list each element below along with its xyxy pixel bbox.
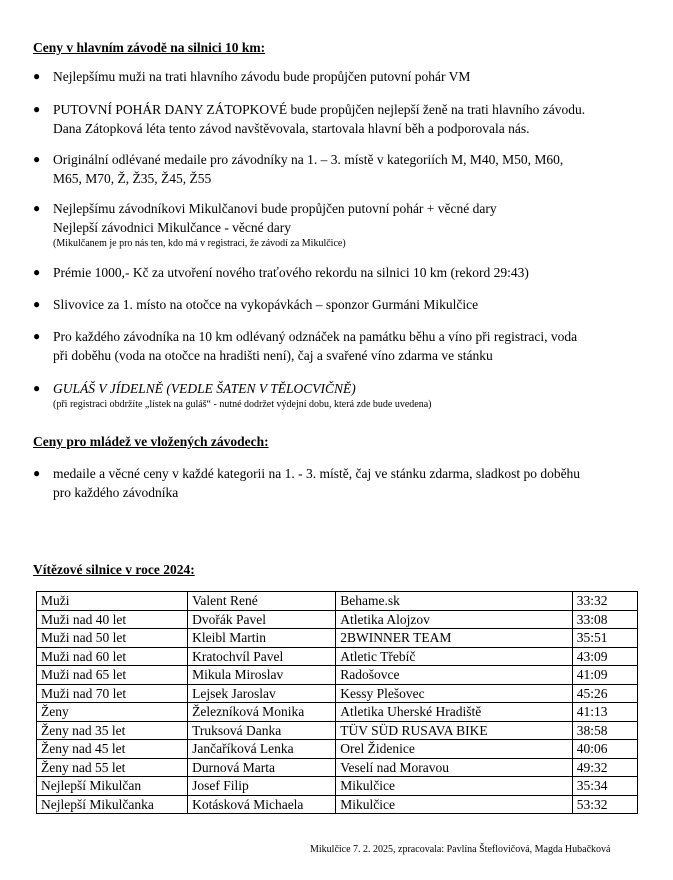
name-cell: Valent René xyxy=(188,592,336,611)
bullet-item xyxy=(33,464,648,502)
table-row xyxy=(37,703,638,722)
bullet-text: Originální odlévané medaile pro závodníky na 1. – 3. místě v kategoriích M, M40, M50, M60, xyxy=(53,152,564,167)
bullet-item xyxy=(33,199,648,250)
bullet-item xyxy=(33,327,648,365)
name-cell: Kotásková Michaela xyxy=(188,795,336,814)
footer-note: Mikulčice 7. 2. 2025, zpracovala: Pavlína Šteflovičová, Magda Hubačková xyxy=(310,844,611,855)
time-cell: 33:32 xyxy=(572,592,637,611)
bullet-item xyxy=(33,379,648,411)
club-cell: Veselí nad Moravou xyxy=(336,758,573,777)
category-cell: Muži nad 70 let xyxy=(37,684,188,703)
name-cell: Jančaříková Lenka xyxy=(188,740,336,759)
bullet-text: Dana Zátopková léta tento závod navštěvovala, startovala hlavní běh a podporovala nás. xyxy=(53,121,530,136)
club-cell: Atletic Třebíč xyxy=(336,647,573,666)
table-row xyxy=(37,610,638,629)
youth-prizes-heading: Ceny pro mládež ve vložených závodech: xyxy=(33,434,269,449)
club-cell: Radošovce xyxy=(336,666,573,685)
table-row xyxy=(37,684,638,703)
table-row xyxy=(37,795,638,814)
bullet-text: GULÁŠ V JÍDELNĚ (VEDLE ŠATEN V TĚLOCVIČNĚ) xyxy=(53,381,356,396)
table-row xyxy=(37,666,638,685)
club-cell: 2BWINNER TEAM xyxy=(336,629,573,648)
bullet-text: Slivovice za 1. místo na otočce na vykopávkách – sponzor Gurmáni Mikulčice xyxy=(53,297,479,312)
category-cell: Muži nad 65 let xyxy=(37,666,188,685)
time-cell: 40:06 xyxy=(572,740,637,759)
name-cell: Lejsek Jaroslav xyxy=(188,684,336,703)
bullet-text: Prémie 1000,- Kč za utvoření nového traťového rekordu na silnici 10 km (rekord 29:43) xyxy=(53,265,529,280)
club-cell: Atletika Alojzov xyxy=(336,610,573,629)
time-cell: 35:51 xyxy=(572,629,637,648)
club-cell: Atletika Uherské Hradiště xyxy=(336,703,573,722)
bullet-icon: ● xyxy=(33,152,41,166)
name-cell: Železníková Monika xyxy=(188,703,336,722)
bullet-text: Nejlepší závodnici Mikulčance - věcné dary xyxy=(53,220,292,235)
bullet-icon: ● xyxy=(33,381,41,395)
name-cell: Josef Filip xyxy=(188,777,336,796)
table-row xyxy=(37,721,638,740)
time-cell: 53:32 xyxy=(572,795,637,814)
club-cell: Orel Židenice xyxy=(336,740,573,759)
table-row xyxy=(37,629,638,648)
club-cell: Mikulčice xyxy=(336,777,573,796)
bullet-text: Nejlepšímu závodníkovi Mikulčanovi bude propůjčen putovní pohár + věcné dary xyxy=(53,201,497,216)
winners-heading: Vítězové silnice v roce 2024: xyxy=(33,562,195,577)
bullet-text: Nejlepšímu muži na trati hlavního závodu bude propůjčen putovní pohár VM xyxy=(53,69,471,84)
bullet-item xyxy=(33,100,648,138)
time-cell: 41:09 xyxy=(572,666,637,685)
table-row xyxy=(37,777,638,796)
bullet-icon: ● xyxy=(33,102,41,116)
bullet-text: M65, M70, Ž, Ž35, Ž45, Ž55 xyxy=(53,171,212,186)
bullet-item xyxy=(33,150,648,188)
category-cell: Nejlepší Mikulčan xyxy=(37,777,188,796)
bullet-item xyxy=(33,295,648,314)
winners-table xyxy=(36,591,638,814)
bullet-text: medaile a věcné ceny v každé kategorii na 1. - 3. místě, čaj ve stánku zdarma, sladkost po doběhu xyxy=(53,466,581,481)
bullet-item xyxy=(33,263,648,282)
time-cell: 33:08 xyxy=(572,610,637,629)
bullet-note: (při registraci obdržíte „lístek na guláš“ - nutné dodržet výdejní dobu, která zde bude uvedena) xyxy=(53,399,432,410)
category-cell: Muži nad 50 let xyxy=(37,629,188,648)
category-cell: Nejlepší Mikulčanka xyxy=(37,795,188,814)
name-cell: Truksová Danka xyxy=(188,721,336,740)
category-cell: Muži xyxy=(37,592,188,611)
table-row xyxy=(37,740,638,759)
category-cell: Ženy nad 55 let xyxy=(37,758,188,777)
bullet-icon: ● xyxy=(33,69,41,83)
bullet-text: pro každého závodníka xyxy=(53,485,179,500)
bullet-icon: ● xyxy=(33,329,41,343)
bullet-icon: ● xyxy=(33,466,41,480)
table-row xyxy=(37,758,638,777)
table-row xyxy=(37,592,638,611)
bullet-text: Pro každého závodníka na 10 km odlévaný odznáček na památku běhu a víno při registraci, voda xyxy=(53,329,578,344)
name-cell: Mikula Miroslav xyxy=(188,666,336,685)
club-cell: Kessy Plešovec xyxy=(336,684,573,703)
time-cell: 41:13 xyxy=(572,703,637,722)
table-row xyxy=(37,647,638,666)
name-cell: Durnová Marta xyxy=(188,758,336,777)
bullet-note: (Mikulčanem je pro nás ten, kdo má v registraci, že závodí za Mikulčice) xyxy=(53,238,346,249)
category-cell: Ženy nad 35 let xyxy=(37,721,188,740)
bullet-icon: ● xyxy=(33,297,41,311)
bullet-icon: ● xyxy=(33,265,41,279)
name-cell: Kleibl Martin xyxy=(188,629,336,648)
time-cell: 49:32 xyxy=(572,758,637,777)
name-cell: Dvořák Pavel xyxy=(188,610,336,629)
time-cell: 45:26 xyxy=(572,684,637,703)
category-cell: Muži nad 40 let xyxy=(37,610,188,629)
bullet-item xyxy=(33,67,648,86)
winners-table-body xyxy=(37,592,638,814)
club-cell: TÜV SÜD RUSAVA BIKE xyxy=(336,721,573,740)
club-cell: Behame.sk xyxy=(336,592,573,611)
category-cell: Ženy xyxy=(37,703,188,722)
club-cell: Mikulčice xyxy=(336,795,573,814)
time-cell: 35:34 xyxy=(572,777,637,796)
category-cell: Ženy nad 45 let xyxy=(37,740,188,759)
category-cell: Muži nad 60 let xyxy=(37,647,188,666)
bullet-icon: ● xyxy=(33,201,41,215)
time-cell: 38:58 xyxy=(572,721,637,740)
time-cell: 43:09 xyxy=(572,647,637,666)
name-cell: Kratochvíl Pavel xyxy=(188,647,336,666)
bullet-text: PUTOVNÍ POHÁR DANY ZÁTOPKOVÉ bude propůjčen nejlepší ženě na trati hlavního závodu. xyxy=(53,102,586,117)
prizes-main-heading: Ceny v hlavním závodě na silnici 10 km: xyxy=(33,40,266,55)
bullet-text: při doběhu (voda na otočce na hradišti není), čaj a svařené víno zdarma ve stánku xyxy=(53,348,493,363)
